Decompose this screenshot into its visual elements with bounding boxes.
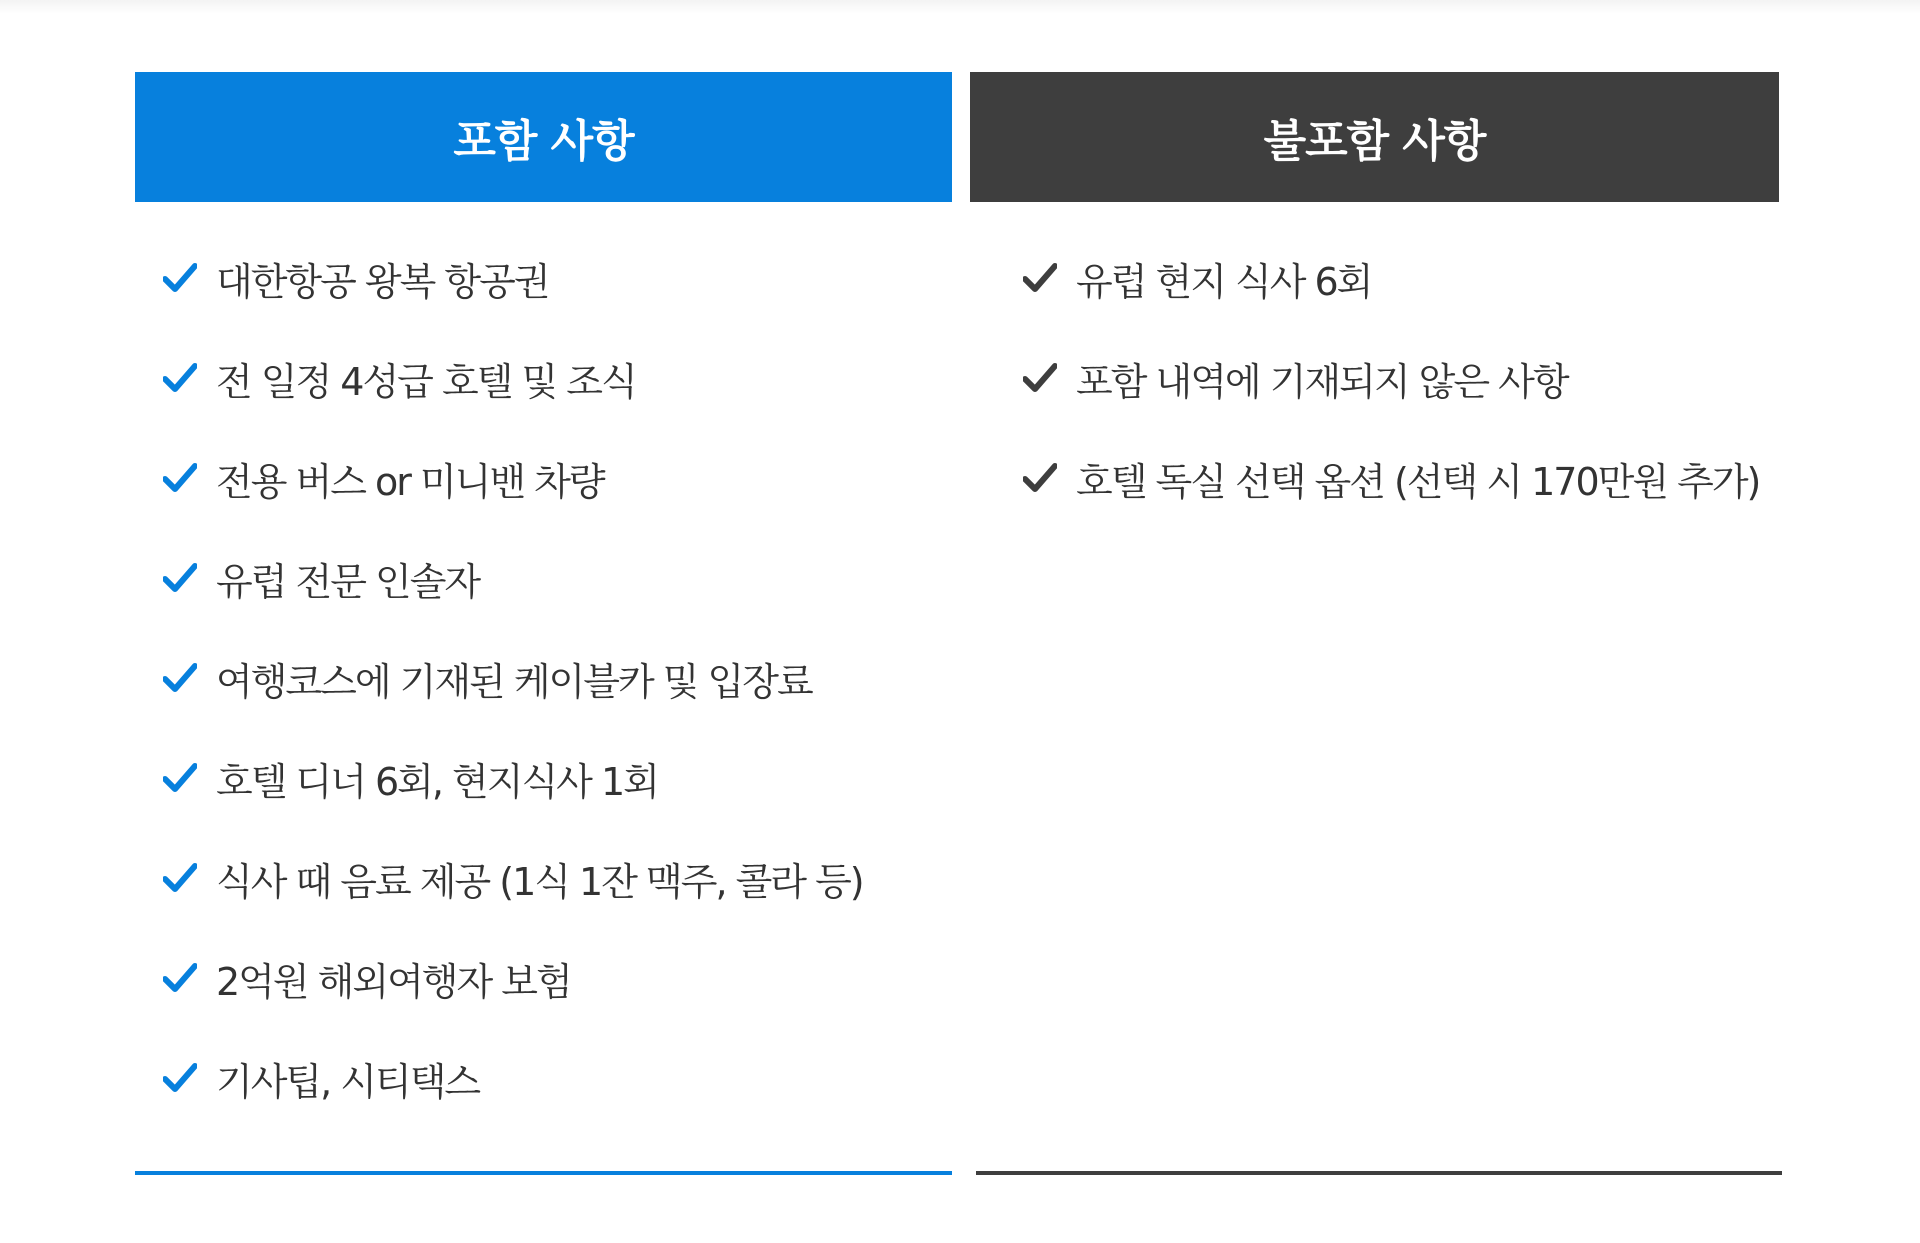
included-item-text: 식사 때 음료 제공 (1식 1잔 맥주, 콜라 등) [216, 859, 863, 904]
check-icon [162, 460, 198, 496]
excluded-item [970, 328, 1779, 428]
check-icon [1022, 260, 1058, 296]
included-item [135, 328, 952, 428]
excluded-panel [970, 72, 1779, 528]
check-icon [162, 760, 198, 796]
excluded-list [970, 228, 1779, 528]
check-icon [1022, 360, 1058, 396]
check-icon [162, 660, 198, 696]
excluded-footer-line [976, 1171, 1782, 1175]
included-item-text: 전용 버스 or 미니밴 차량 [216, 459, 604, 504]
included-item-text: 유럽 전문 인솔자 [216, 559, 480, 604]
excluded-title: 불포함 사항 [1263, 116, 1486, 167]
check-icon [162, 860, 198, 896]
included-item [135, 928, 952, 1028]
included-list [135, 228, 952, 1128]
included-item [135, 228, 952, 328]
included-item [135, 628, 952, 728]
check-icon [162, 960, 198, 996]
check-icon [162, 560, 198, 596]
excluded-header [970, 72, 1779, 202]
top-shadow [0, 0, 1920, 14]
excluded-item-text: 포함 내역에 기재되지 않은 사항 [1076, 359, 1568, 404]
included-header [135, 72, 952, 202]
included-item-text: 전 일정 4성급 호텔 및 조식 [216, 359, 636, 404]
included-item [135, 828, 952, 928]
check-icon [1022, 460, 1058, 496]
included-item [135, 1028, 952, 1128]
check-icon [162, 1060, 198, 1096]
included-footer-line [135, 1171, 952, 1175]
included-item [135, 528, 952, 628]
check-icon [162, 260, 198, 296]
included-item-text: 대한항공 왕복 항공권 [216, 259, 549, 304]
included-item-text: 여행코스에 기재된 케이블카 및 입장료 [216, 659, 812, 704]
excluded-item-text: 유럽 현지 식사 6회 [1076, 259, 1372, 304]
included-panel [135, 72, 952, 1128]
excluded-item-text: 호텔 독실 선택 옵션 (선택 시 170만원 추가) [1076, 459, 1760, 504]
included-item-text: 2억원 해외여행자 보험 [216, 959, 571, 1004]
included-item-text: 호텔 디너 6회, 현지식사 1회 [216, 759, 658, 804]
excluded-item [970, 428, 1779, 528]
included-item-text: 기사팁, 시티택스 [216, 1059, 480, 1104]
excluded-item [970, 228, 1779, 328]
included-title: 포함 사항 [453, 116, 634, 167]
included-item [135, 428, 952, 528]
check-icon [162, 360, 198, 396]
included-item [135, 728, 952, 828]
